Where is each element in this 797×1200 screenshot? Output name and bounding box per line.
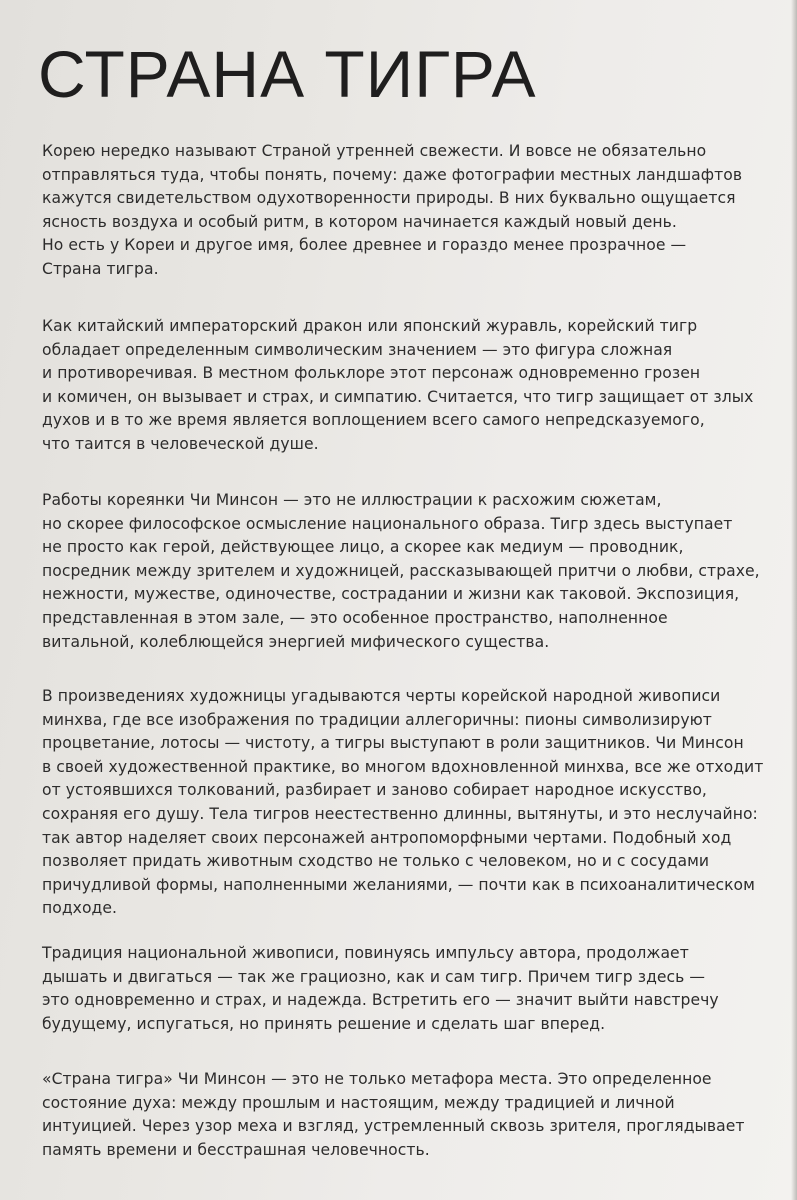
paragraph-3 bbox=[42, 489, 760, 654]
text-line: Традиция национальной живописи, повинуясь импульсу автора, продолжает bbox=[42, 944, 689, 962]
text-line: «Страна тигра» Чи Минсон — это не только метафора места. Это определенное bbox=[42, 1070, 712, 1088]
text-line: причудливой формы, наполненными желаниями, — почти как в психоаналитическом bbox=[42, 875, 755, 894]
text-line: Работы кореянки Чи Минсон — это не иллюстрации к расхожим сюжетам, bbox=[42, 491, 662, 509]
text-line: дышать и двигаться — так же грациозно, как и сам тигр. Причем тигр здесь — bbox=[42, 967, 706, 986]
text-line: представленная в этом зале, — это особенное пространство, наполненное bbox=[42, 608, 668, 627]
text-line: Как китайский императорский дракон или японский журавль, корейский тигр bbox=[42, 317, 698, 335]
text-line: в своей художественной практике, во многом вдохновленной минхва, все же отходит bbox=[42, 757, 764, 776]
text-line: не просто как герой, действующее лицо, а скорее как медиум — проводник, bbox=[42, 538, 684, 557]
paragraph-2 bbox=[42, 315, 753, 457]
text-line: состояние духа: между прошлым и настоящим, между традицией и личной bbox=[42, 1093, 675, 1112]
text-line: так автор наделяет своих персонажей антропоморфными чертами. Подобный ход bbox=[42, 828, 732, 847]
paragraph-1 bbox=[42, 140, 742, 282]
text-line: и противоречивая. В местном фольклоре этот персонаж одновременно грозен bbox=[42, 364, 701, 383]
text-line: будущему, испугаться, но принять решение и сделать шаг вперед. bbox=[42, 1014, 606, 1033]
text-line: сохраняя его душу. Тела тигров неестественно длинны, вытянуты, и это неслучайно: bbox=[42, 804, 758, 823]
text-line: интуицией. Через узор меха и взгляд, устремленный сквозь зрителя, проглядывает bbox=[42, 1117, 745, 1136]
text-line: отправляться туда, чтобы понять, почему: даже фотографии местных ландшафтов bbox=[42, 165, 743, 184]
text-line: память времени и бесстрашная человечность. bbox=[42, 1140, 430, 1159]
text-line: кажутся свидетельством одухотворенности природы. В них буквально ощущается bbox=[42, 189, 736, 208]
text-line: и комичен, он вызывает и страх, и симпатию. Считается, что тигр защищает от злых bbox=[42, 387, 754, 406]
text-line: что таится в человеческой душе. bbox=[42, 434, 319, 453]
text-line: Корею нередко называют Страной утренней свежести. И вовсе не обязательно bbox=[42, 142, 707, 160]
text-line: ясность воздуха и особый ритм, в котором начинается каждый новый день. bbox=[42, 212, 677, 231]
text-line: минхва, где все изображения по традиции аллегоричны: пионы символизируют bbox=[42, 710, 712, 729]
text-line: обладает определенным символическим значением — это фигура сложная bbox=[42, 340, 673, 359]
text-line: Страна тигра. bbox=[42, 259, 159, 278]
paragraph-5 bbox=[42, 942, 719, 1036]
text-line: позволяет придать животным сходство не только с человеком, но и с сосудами bbox=[42, 852, 710, 871]
text-line: нежности, мужестве, одиночестве, сострадании и жизни как таковой. Экспозиция, bbox=[42, 585, 740, 604]
paragraph-4 bbox=[42, 685, 763, 921]
text-line: духов и в то же время является воплощением всего самого непредсказуемого, bbox=[42, 411, 705, 430]
page-title: СТРАНА ТИГРА bbox=[38, 37, 537, 111]
text-line: посредник между зрителем и художницей, рассказывающей притчи о любви, страхе, bbox=[42, 561, 760, 580]
text-line: процветание, лотосы — чистоту, а тигры выступают в роли защитников. Чи Минсон bbox=[42, 734, 744, 753]
paragraph-6 bbox=[42, 1068, 745, 1162]
text-line: но скорее философское осмысление национального образа. Тигр здесь выступает bbox=[42, 514, 733, 533]
text-line: витальной, колеблющейся энергией мифического существа. bbox=[42, 632, 550, 651]
text-line: это одновременно и страх, и надежда. Встретить его — значит выйти навстречу bbox=[42, 991, 719, 1010]
text-line: В произведениях художницы угадываются черты корейской народной живописи bbox=[42, 687, 721, 705]
text-line: от устоявшихся толкований, разбирает и заново собирает народное искусство, bbox=[42, 781, 707, 800]
text-line: Но есть у Кореи и другое имя, более древнее и гораздо менее прозрачное — bbox=[42, 236, 687, 255]
text-line: подходе. bbox=[42, 899, 118, 918]
